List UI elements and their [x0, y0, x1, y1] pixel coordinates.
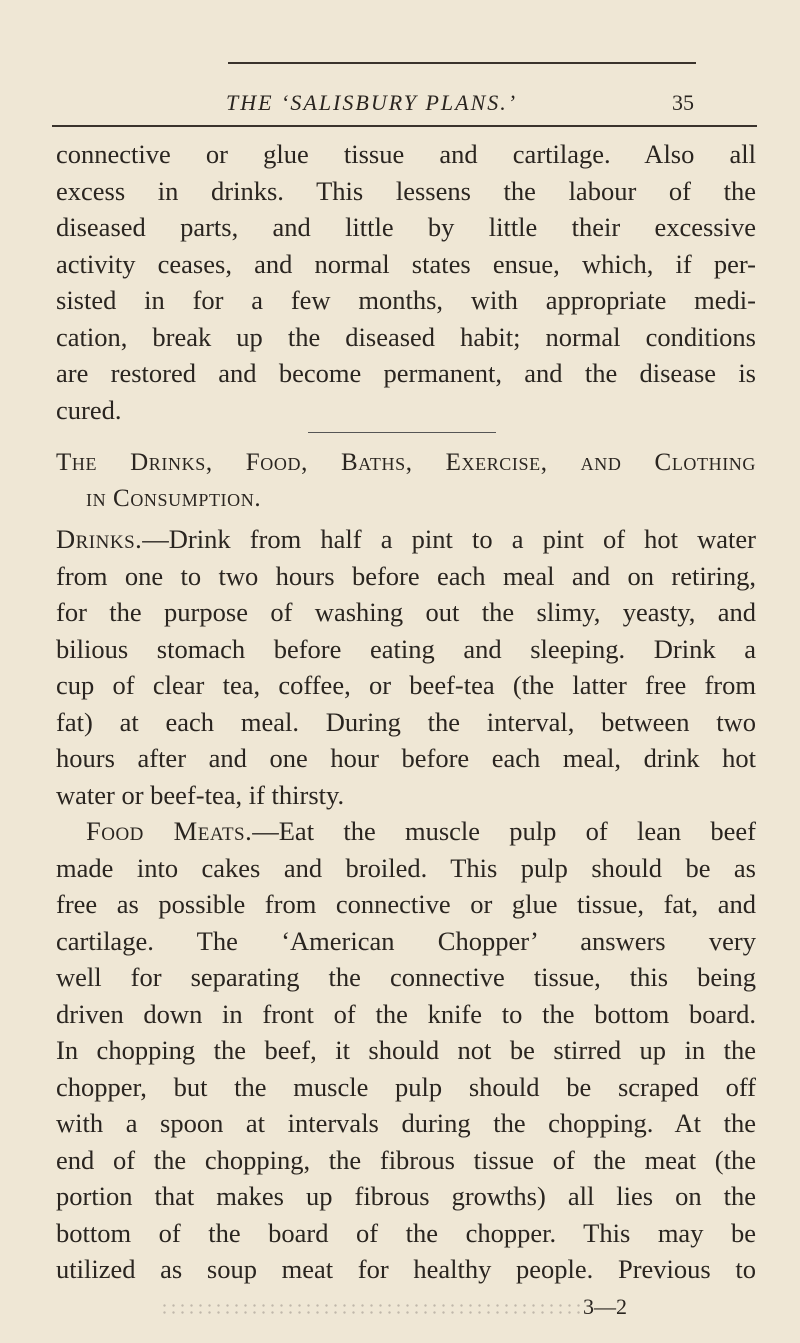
- text-line: hours after and one hour before each meal, drink hot: [56, 743, 756, 773]
- running-head-title: THE ‘SALISBURY PLANS.’: [226, 90, 518, 115]
- text-line: activity ceases, and normal states ensue, which, if per-: [56, 248, 756, 279]
- page-number: 35: [672, 90, 694, 115]
- paragraph-continued: [56, 136, 756, 428]
- text-line: end of the chopping, the fibrous tissue of the meat (the: [56, 1144, 756, 1175]
- text-line: In chopping the beef, it should not be stirred up in the: [56, 1035, 756, 1065]
- text-line: with a spoon at intervals during the chopping. At the: [56, 1108, 756, 1138]
- drinks-and-food-section: [56, 521, 756, 1288]
- text-line: bottom of the board of the chopper. This may be: [56, 1217, 756, 1248]
- print-bleed-noise: [160, 1302, 580, 1316]
- text-line: excess in drinks. This lessens the labour of the: [56, 175, 756, 206]
- drinks-line-1: —Drink from half a pint to a pint of hot water: [142, 524, 756, 554]
- text-line: made into cakes and broiled. This pulp should be as: [56, 852, 756, 883]
- signature-mark: 3—2: [583, 1294, 627, 1319]
- text-line: from one to two hours before each meal and on retiring,: [56, 560, 756, 591]
- text-line: [56, 813, 756, 850]
- text-line: bilious stomach before eating and sleeping. Drink a: [56, 633, 756, 664]
- text-line: utilized as soup meat for healthy people. Previous to: [56, 1254, 756, 1284]
- food-line-1: —Eat the muscle pulp of lean beef: [252, 816, 757, 846]
- running-head: [0, 90, 800, 124]
- text-line: cartilage. The ‘American Chopper’ answers very: [56, 925, 756, 956]
- text-line: free as possible from connective or glue tissue, fat, and: [56, 889, 756, 919]
- text-line: driven down in front of the knife to the bottom board.: [56, 998, 756, 1029]
- text-line: diseased parts, and little by little their excessive: [56, 212, 756, 242]
- text-line: well for separating the connective tissue, this being: [56, 962, 756, 992]
- drinks-lead: Drinks.: [56, 524, 143, 554]
- text-line: are restored and become permanent, and the disease is: [56, 358, 756, 388]
- text-line: portion that makes up fibrous growths) all lies on the: [56, 1181, 756, 1211]
- text-line: sisted in for a few months, with appropriate medi-: [56, 285, 756, 315]
- section-heading-line-1: The Drinks, Food, Baths, Exercise, and Clothing: [56, 449, 756, 476]
- top-rule: [228, 62, 696, 64]
- section-divider: [308, 432, 496, 433]
- text-line: cation, break up the diseased habit; normal conditions: [56, 321, 756, 352]
- text-line: chopper, but the muscle pulp should be scraped off: [56, 1071, 756, 1102]
- text-line: for the purpose of washing out the slimy, yeasty, and: [56, 597, 756, 627]
- header-rule: [52, 125, 757, 127]
- section-heading-line-2: in Consumption.: [86, 485, 262, 512]
- text-line: cured.: [56, 394, 122, 425]
- text-line: fat) at each meal. During the interval, between two: [56, 706, 756, 737]
- text-line: water or beef-tea, if thirsty.: [56, 779, 345, 810]
- text-line: connective or glue tissue and cartilage. Also all: [56, 139, 756, 169]
- section-heading: [56, 445, 756, 517]
- text-line: [56, 521, 756, 558]
- food-lead: Food Meats.: [86, 816, 253, 846]
- text-line: cup of clear tea, coffee, or beef-tea (the latter free from: [56, 670, 756, 700]
